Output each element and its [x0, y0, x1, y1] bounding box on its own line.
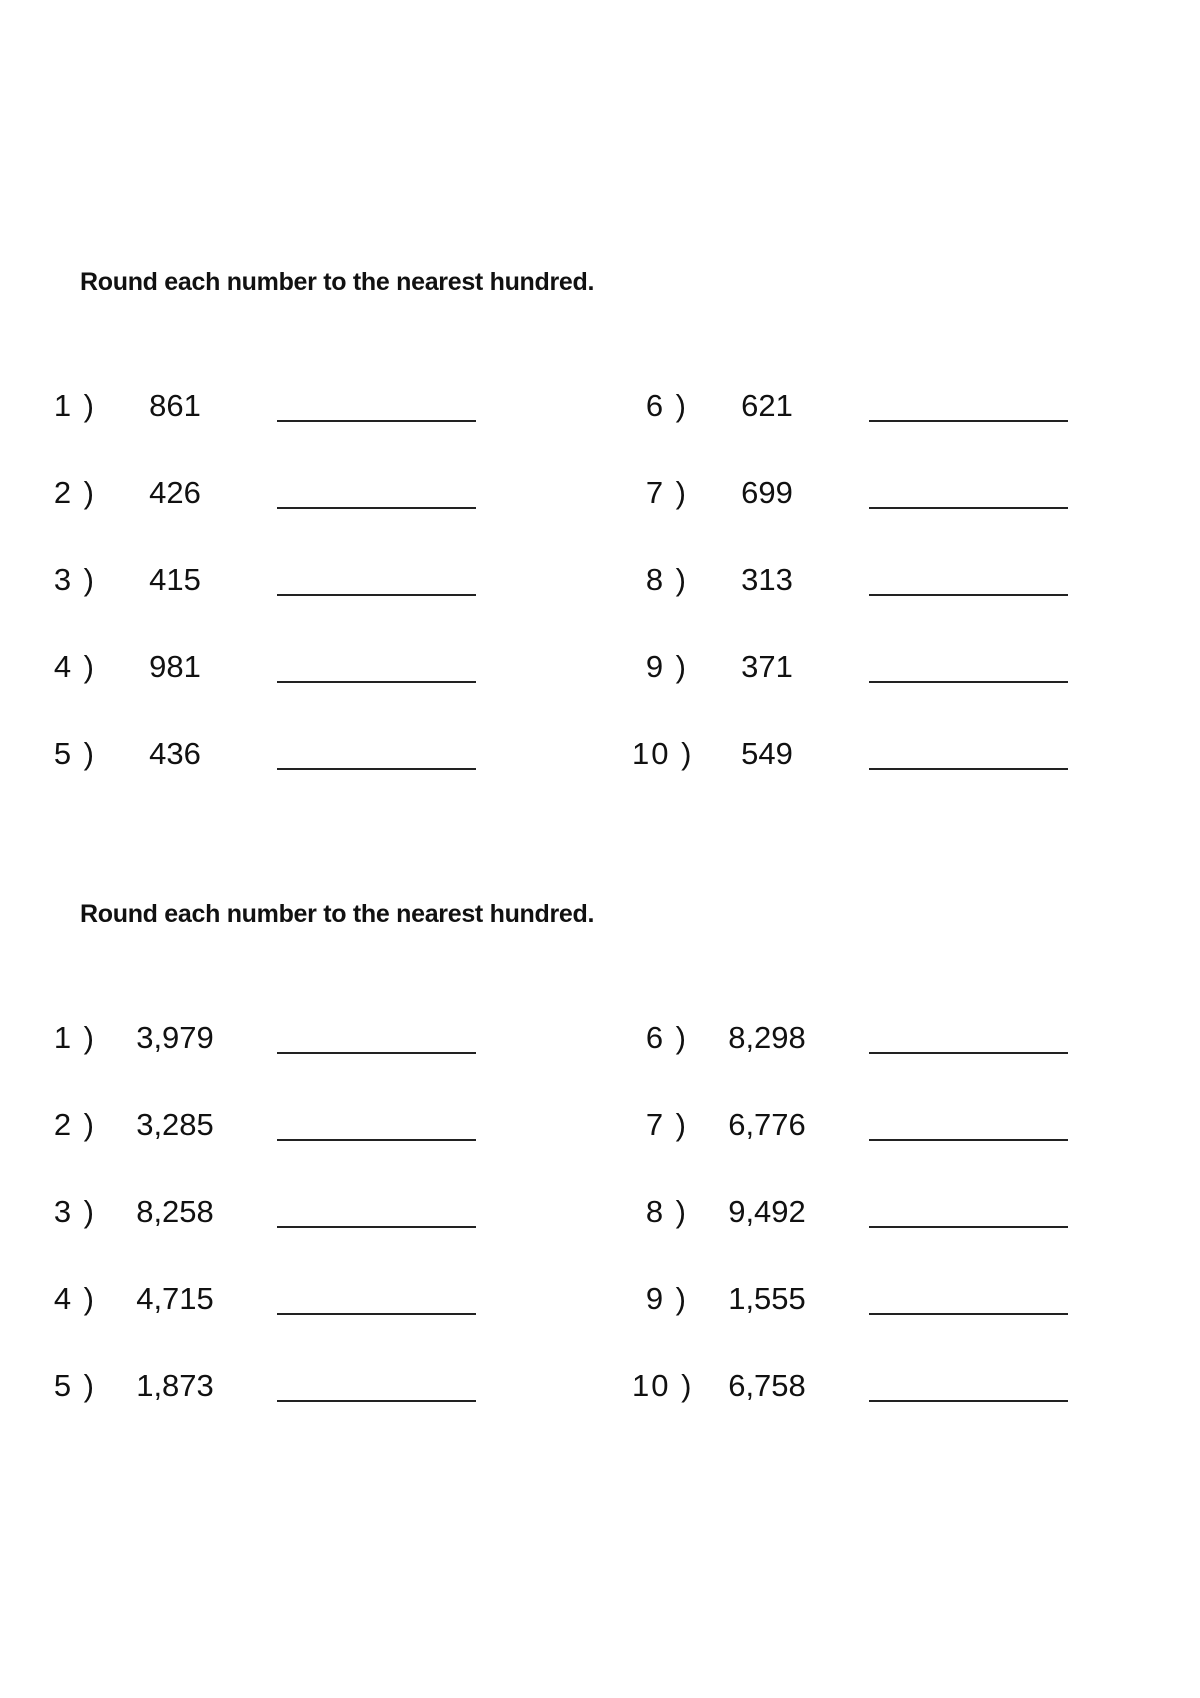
problem-value: 1,555 [728, 1281, 806, 1316]
problem-number: 9 ) [645, 649, 688, 684]
problem-number: 8 ) [645, 562, 688, 597]
problem-row [40, 473, 600, 560]
problem-value: 1,873 [136, 1368, 214, 1403]
problem-number: 6 ) [645, 388, 688, 423]
problem-row [40, 1192, 600, 1279]
problem-row [632, 386, 1192, 473]
problem-number: 2 ) [53, 475, 96, 510]
problem-row [40, 734, 600, 821]
problem-value: 426 [149, 475, 201, 510]
problem-value: 6,776 [728, 1107, 806, 1142]
problem-row [632, 647, 1192, 734]
problem-row [632, 560, 1192, 647]
problem-value: 371 [741, 649, 793, 684]
problems-column-right [632, 386, 1192, 821]
problem-number: 9 ) [645, 1281, 688, 1316]
problem-number: 4 ) [53, 649, 96, 684]
answer-blank[interactable] [869, 507, 1068, 509]
problem-number: 1 ) [53, 1020, 96, 1055]
answer-blank[interactable] [277, 1400, 476, 1402]
answer-blank[interactable] [869, 681, 1068, 683]
problem-number: 4 ) [53, 1281, 96, 1316]
section-instruction: Round each number to the nearest hundred. [80, 268, 595, 296]
answer-blank[interactable] [277, 1313, 476, 1315]
problem-row [40, 1105, 600, 1192]
answer-blank[interactable] [869, 1139, 1068, 1141]
problem-row [40, 1018, 600, 1105]
answer-blank[interactable] [277, 507, 476, 509]
problem-row [40, 1366, 600, 1453]
answer-blank[interactable] [869, 1313, 1068, 1315]
problem-value: 436 [149, 736, 201, 771]
answer-blank[interactable] [869, 420, 1068, 422]
problem-number: 8 ) [645, 1194, 688, 1229]
answer-blank[interactable] [869, 1052, 1068, 1054]
problem-value: 621 [741, 388, 793, 423]
problem-number: 10 ) [632, 1368, 694, 1403]
problem-value: 3,979 [136, 1020, 214, 1055]
problem-row [632, 1279, 1192, 1366]
problem-number: 5 ) [53, 736, 96, 771]
problem-number: 2 ) [53, 1107, 96, 1142]
problem-value: 4,715 [136, 1281, 214, 1316]
problem-row [40, 386, 600, 473]
problem-number: 3 ) [53, 1194, 96, 1229]
answer-blank[interactable] [277, 420, 476, 422]
problem-number: 5 ) [53, 1368, 96, 1403]
answer-blank[interactable] [277, 1052, 476, 1054]
problem-value: 415 [149, 562, 201, 597]
answer-blank[interactable] [869, 594, 1068, 596]
problem-row [40, 560, 600, 647]
problem-value: 861 [149, 388, 201, 423]
problems-column-right [632, 1018, 1192, 1453]
problem-row [40, 647, 600, 734]
problem-value: 6,758 [728, 1368, 806, 1403]
problem-row [632, 1018, 1192, 1105]
problem-row [632, 473, 1192, 560]
problem-row [632, 734, 1192, 821]
problem-number: 7 ) [645, 1107, 688, 1142]
problem-value: 313 [741, 562, 793, 597]
problem-value: 699 [741, 475, 793, 510]
problem-value: 549 [741, 736, 793, 771]
problem-number: 6 ) [645, 1020, 688, 1055]
problem-number: 10 ) [632, 736, 694, 771]
problem-row [40, 1279, 600, 1366]
answer-blank[interactable] [869, 1400, 1068, 1402]
problems-column-left [40, 386, 600, 821]
answer-blank[interactable] [869, 1226, 1068, 1228]
problem-value: 9,492 [728, 1194, 806, 1229]
section-instruction: Round each number to the nearest hundred. [80, 900, 595, 928]
answer-blank[interactable] [869, 768, 1068, 770]
problem-row [632, 1192, 1192, 1279]
answer-blank[interactable] [277, 768, 476, 770]
problem-row [632, 1366, 1192, 1453]
problems-column-left [40, 1018, 600, 1453]
problem-number: 7 ) [645, 475, 688, 510]
problem-number: 1 ) [53, 388, 96, 423]
answer-blank[interactable] [277, 594, 476, 596]
answer-blank[interactable] [277, 1226, 476, 1228]
problem-value: 8,258 [136, 1194, 214, 1229]
problem-number: 3 ) [53, 562, 96, 597]
problem-value: 981 [149, 649, 201, 684]
problem-value: 3,285 [136, 1107, 214, 1142]
answer-blank[interactable] [277, 1139, 476, 1141]
answer-blank[interactable] [277, 681, 476, 683]
problem-value: 8,298 [728, 1020, 806, 1055]
problem-row [632, 1105, 1192, 1192]
